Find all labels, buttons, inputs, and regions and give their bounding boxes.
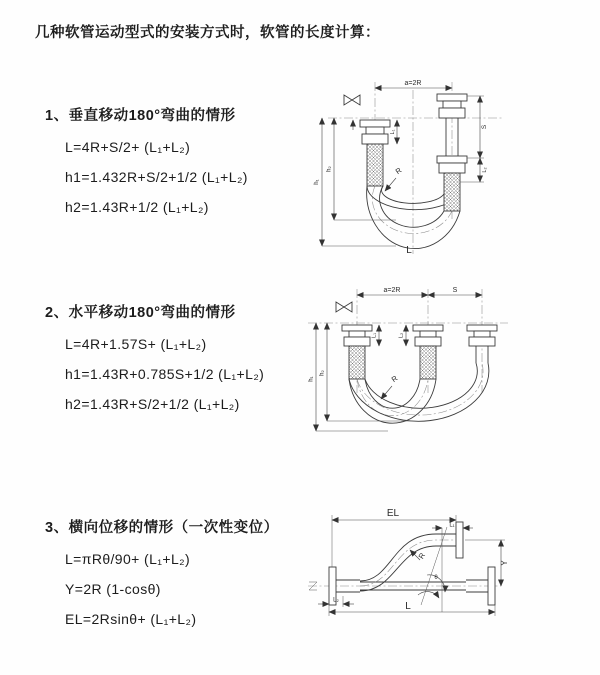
dim-label-l2: L₂ bbox=[398, 332, 405, 339]
section-lateral-displacement bbox=[45, 516, 279, 634]
diagram-horizontal-180-bend bbox=[300, 283, 545, 455]
dim-label-a2r: a=2R bbox=[383, 287, 401, 294]
dim-label-h1: h₁ bbox=[314, 179, 320, 185]
radius-label: R bbox=[416, 551, 428, 561]
valve-icon bbox=[336, 302, 352, 312]
section-2-formulas bbox=[65, 329, 264, 419]
valve-icon bbox=[344, 95, 360, 105]
hose-braid bbox=[420, 346, 436, 379]
dim-label-h2: h₂ bbox=[326, 166, 333, 172]
formula-line: EL=2Rsinθ+ (L₁+L₂) bbox=[65, 611, 197, 627]
formula-line: L=4R+1.57S+ (L₁+L₂) bbox=[65, 336, 207, 352]
formula-line: h1=1.432R+S/2+1/2 (L₁+L₂) bbox=[65, 169, 248, 185]
theta-label: θ bbox=[434, 575, 438, 581]
formula-line: h2=1.43R+1/2 (L₁+L₂) bbox=[65, 199, 209, 215]
formula-line: h1=1.43R+0.785S+1/2 (L₁+L₂) bbox=[65, 366, 265, 382]
middle-fitting bbox=[413, 325, 443, 379]
formula-line: Y=2R (1-cosθ) bbox=[65, 581, 161, 597]
hose-braid bbox=[444, 173, 460, 211]
right-upper-flange bbox=[456, 522, 463, 558]
left-fitting bbox=[360, 120, 390, 186]
diagram-lateral-displacement bbox=[296, 500, 554, 645]
dim-label-s: S bbox=[481, 124, 488, 130]
y-label: Y bbox=[500, 560, 509, 566]
section-1-formulas bbox=[65, 132, 248, 222]
diagram-vertical-180-bend bbox=[300, 70, 535, 260]
formula-line: L=πRθ/90+ (L₁+L₂) bbox=[65, 551, 191, 567]
dim-label-h1: h₁ bbox=[308, 376, 315, 382]
dim-label-h2: h₂ bbox=[319, 370, 326, 376]
hose-braid bbox=[349, 346, 365, 379]
dim-label-l1: L₁ bbox=[449, 522, 455, 529]
page-title: 几种软管运动型式的安装方式时，软管的长度计算： bbox=[35, 25, 380, 41]
radius-label: R bbox=[393, 165, 404, 177]
length-label: L bbox=[406, 245, 412, 256]
dim-label-l1: L₁ bbox=[390, 129, 396, 135]
dim-label-s: S bbox=[452, 287, 458, 294]
section-3-heading: 3、横向位移的情形（一次性变位） bbox=[45, 520, 279, 536]
hose-bend-arcs bbox=[349, 363, 489, 423]
dim-label-l2: L₂ bbox=[333, 597, 339, 604]
dim-label-l2: L₂ bbox=[482, 167, 488, 173]
section-vertical-movement bbox=[45, 104, 248, 222]
section-horizontal-movement bbox=[45, 301, 264, 419]
formula-line: L=4R+S/2+ (L₁+L₂) bbox=[65, 139, 191, 155]
hose-braid bbox=[367, 144, 383, 186]
left-fitting bbox=[342, 325, 372, 379]
el-label: EL bbox=[386, 508, 400, 519]
dim-label-a2r: a=2R bbox=[404, 80, 422, 87]
section-2-heading: 2、水平移动180°弯曲的情形 bbox=[45, 305, 236, 321]
dim-label-l1: L₁ bbox=[371, 333, 378, 338]
section-3-formulas bbox=[65, 544, 279, 634]
radius-label: R bbox=[389, 373, 400, 385]
formula-line: h2=1.43R+S/2+1/2 (L₁+L₂) bbox=[65, 396, 240, 412]
section-1-heading: 1、垂直移动180°弯曲的情形 bbox=[45, 108, 236, 124]
length-label: L bbox=[405, 601, 411, 612]
